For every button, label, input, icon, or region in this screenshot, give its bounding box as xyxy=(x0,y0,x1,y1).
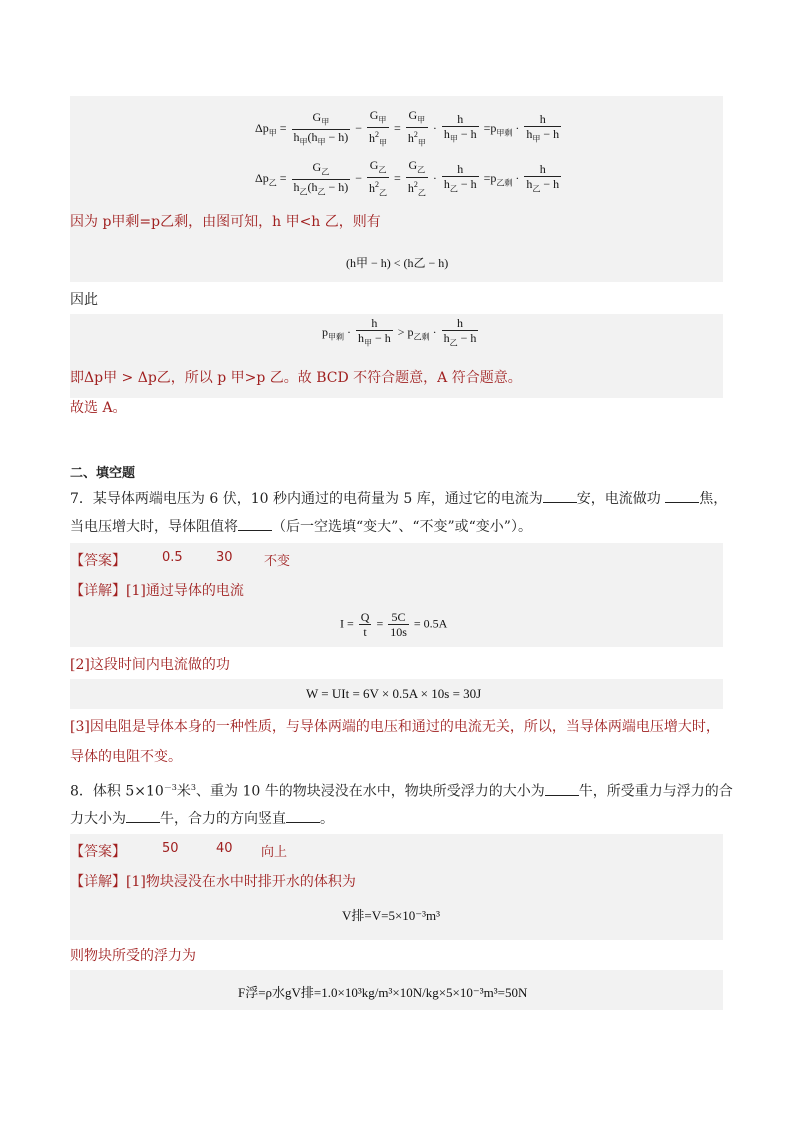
q7-blank-1 xyxy=(543,488,577,503)
q8-answer-label: 【答案】 xyxy=(70,844,126,860)
q7-equation-current: I = $\frac{Q}{t}$ = $\frac{5C}{10s}$ = 0.5A xyxy=(340,610,448,639)
q8-blank-2 xyxy=(126,808,160,823)
q7-detail3-line2: 导体的电阻不变。 xyxy=(70,749,182,765)
section-title: 二、填空题 xyxy=(70,466,136,481)
q7-detail3-line1: [3]因电阻是导体本身的一种性质，与导体两端的电压和通过的电流无关，所以，当导体两端电压增大时， xyxy=(70,719,720,735)
q8-line1: 8．体积 $5\times 10^{-3}$米$^3$、重为 10 牛的物块浸没在水中，物块所受浮力的大小为 牛，所受重力与浮力的合 xyxy=(70,778,730,802)
choice-line: 故选 A。 xyxy=(70,400,127,416)
q7-answer-2: 30 xyxy=(216,550,233,565)
q7-answer-row xyxy=(70,550,291,570)
q8-line2: 力大小为 牛，合力的方向竖直 。 xyxy=(70,808,730,829)
equation-delta-p-yi: $\Delta p_乙$ = $G_乙$ $h_乙(h_乙 - h)$ − $G_乙$ $h^2_乙$ = $G_乙$ $h^2_乙$ · h $h_乙 - h$ $=p_{乙剩}$ · h $h_乙 - h$ xyxy=(255,158,560,198)
q8-answer-1: 50 xyxy=(162,841,179,856)
q8-blank-1 xyxy=(545,781,579,796)
q7-blank-2 xyxy=(665,488,699,503)
q7-equation-work: W = UIt = 6V × 0.5A × 10s = 30J xyxy=(306,686,482,701)
inequality-pressure: $p_{甲剩}$ · h $h_甲 - h$ > $p_{乙剩}$ · h $h_乙 - h$ xyxy=(322,316,477,348)
q7-line2: 当电压增大时，导体阻值将 （后一空选填“变大”、“不变”或“变小”）。 xyxy=(70,516,730,537)
therefore-line: 因此 xyxy=(70,292,98,308)
q8-equation-buoyancy: F浮=ρ水gV排=1.0×10³kg/m³×10N/kg×5×10⁻³m³=50N xyxy=(238,985,528,1000)
q8-detail2: 则物块所受的浮力为 xyxy=(70,948,196,964)
q8-equation-volume: V排=V=5×10⁻³m³ xyxy=(342,908,441,923)
conclusion-line: 即Δp甲 > Δp乙，所以 p 甲>p 乙。故 BCD 不符合题意，A 符合题意。 xyxy=(70,370,522,386)
q8-detail1: 【详解】[1]物块浸没在水中时排开水的体积为 xyxy=(70,874,356,890)
q7-detail1: 【详解】[1]通过导体的电流 xyxy=(70,583,244,599)
inequality-heights: (h甲 − h) < (h乙 − h) xyxy=(346,256,449,270)
q7-detail2: [2]这段时间内电流做的功 xyxy=(70,657,230,673)
because-line: 因为 p甲剩=p乙剩，由图可知，h 甲<h 乙，则有 xyxy=(70,214,381,230)
q7-blank-3 xyxy=(238,516,272,531)
q8-answer-3: 向上 xyxy=(261,845,288,860)
q7-answer-1: 0.5 xyxy=(162,550,183,565)
q8-blank-3 xyxy=(286,808,320,823)
q8-answer-row xyxy=(70,841,288,861)
q7-answer-3: 不变 xyxy=(264,554,291,569)
q8-answer-2: 40 xyxy=(216,841,233,856)
equation-delta-p-jia: $\Delta p_甲$ = $G_甲$ $h_甲(h_甲 - h)$ − $G_甲$ $h^2_甲$ = $G_甲$ $h^2_甲$ · h $h_甲 - h$ $=p_{甲剩}$ · h $h_甲 - h$ xyxy=(255,108,560,148)
q7-answer-label: 【答案】 xyxy=(70,553,126,569)
q7-line1: 7．某导体两端电压为 6 伏，10 秒内通过的电荷量为 5 库，通过它的电流为 安，电流做功 焦， xyxy=(70,488,730,509)
